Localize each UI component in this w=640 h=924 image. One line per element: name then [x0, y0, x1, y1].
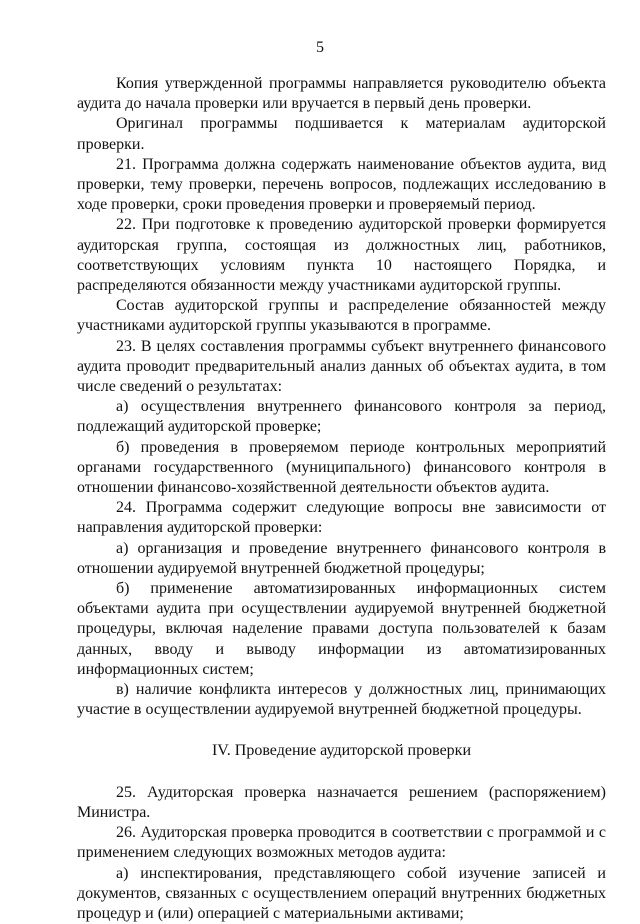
paragraph: б) проведения в проверяемом периоде контрольных мероприятий органами государственного (муниципального) финансового контроля в отношении финансово-хозяйственной деятельности объектов аудита. — [77, 438, 606, 497]
section-heading: IV. Проведение аудиторской проверки — [211, 741, 472, 759]
paragraph: а) осуществления внутреннего финансового контроля за период, подлежащий аудиторской проверке; — [77, 398, 606, 436]
paragraph: в) наличие конфликта интересов у должностных лиц, принимающих участие в осуществлении аудируемой внутренней бюджетной процедуры. — [77, 681, 606, 719]
paragraph: 23. В целях составления программы субъект внутреннего финансового аудита проводит предварительный анализ данных об объектах аудита, в том числе сведений о результатах: — [77, 337, 606, 396]
paragraph: Копия утвержденной программы направляется руководителю объекта аудита до начала проверки или вручается в первый день проверки. — [77, 75, 606, 113]
paragraph: 22. При подготовке к проведению аудиторской проверки формируется аудиторская группа, состоящая из должностных лиц, работников, соответствующих условиям пункта 10 настоящего Порядка, и распределяются обязанности между участниками аудиторской группы. — [77, 216, 606, 295]
paragraph: Оригинал программы подшивается к материалам аудиторской проверки. — [77, 115, 606, 153]
paragraph: Состав аудиторской группы и распределение обязанностей между участниками аудиторской группы указываются в программе. — [77, 297, 606, 335]
paragraph: 21. Программа должна содержать наименование объектов аудита, вид проверки, тему проверки, перечень вопросов, подлежащих исследованию в ходе проверки, сроки проведения проверки и проверяемый период. — [77, 155, 606, 214]
paragraph: 26. Аудиторская проверка проводится в соответствии с программой и с применением следующих возможных методов аудита: — [77, 824, 606, 862]
paragraph: 24. Программа содержит следующие вопросы вне зависимости от направления аудиторской проверки: — [77, 499, 606, 537]
paragraph: б) применение автоматизированных информационных систем объектами аудита при осуществлении аудируемой внутренней бюджетной процедуры, включая наделение правами доступа пользователей к базам данных, вводу и выводу информации из автоматизированных информационных систем; — [77, 580, 606, 678]
document-body — [77, 74, 606, 924]
paragraph: а) организация и проведение внутреннего финансового контроля в отношении аудируемой внутренней бюджетной процедуры; — [77, 539, 606, 577]
page-number: 5 — [316, 39, 324, 56]
paragraph: а) инспектирования, представляющего собой изучение записей и документов, связанных с осуществлением операций внутренних бюджетных процедур и (или) операцией с материальными активами; — [77, 864, 606, 922]
paragraph: 25. Аудиторская проверка назначается решением (распоряжением) Министра. — [77, 783, 606, 821]
